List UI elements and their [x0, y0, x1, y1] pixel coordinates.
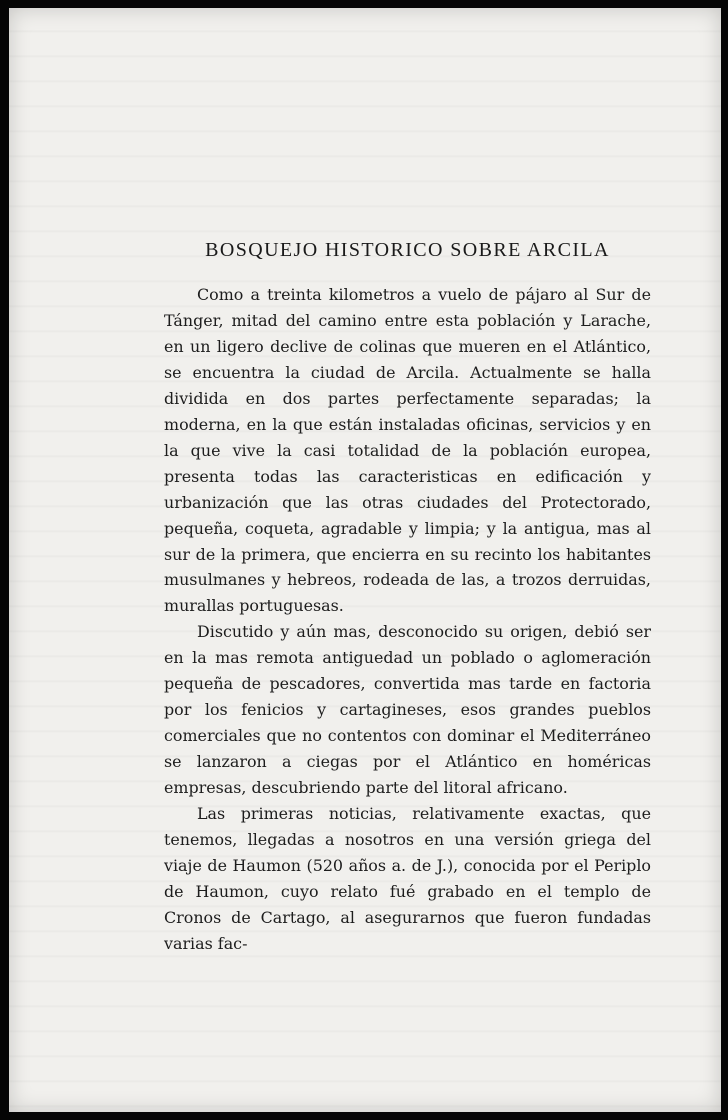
paragraph-3: Las primeras noticias, relativamente exactas, que tenemos, llegadas a nosotros en una versión griega del viaje de Haumon (520 años a. de J.), conocida por el Periplo de Haumon, cuyo relato fué grabado en el templo de Cronos de Cartago, al asegurarnos que fueron fundadas varias fac-	[164, 804, 651, 953]
chapter-title: BOSQUEJO HISTORICO SOBRE ARCILA	[205, 239, 610, 261]
paragraph-2: Discutido y aún mas, desconocido su origen, debió ser en la mas remota antiguedad un poblado o aglomeración pequeña de pescadores, convertida mas tarde en factoria por los fenicios y cartagineses, esos grandes pueblos comerciales que no contentos con dominar el Mediterráneo se lanzaron a ciegas por el Atlántico en homéricas empresas, descubriendo parte del litoral africano.	[164, 622, 651, 798]
book-page	[9, 8, 721, 1112]
paragraph-1: Como a treinta kilometros a vuelo de pájaro al Sur de Tánger, mitad del camino entre esta población y Larache, en un ligero declive de colinas que mueren en el Atlántico, se encuentra la ciudad de Arcila. Actualmente se halla dividida en dos partes perfectamente separadas; la moderna, en la que están instaladas oficinas, servicios y en la que vive la casi totalidad de la población europea, presenta todas las caracteristicas en edificación y urbanización que las otras ciudades del Protectorado, pequeña, coqueta, agradable y limpia; y la antigua, mas al sur de la primera, que encierra en su recinto los habitantes musulmanes y hebreos, rodeada de las, a trozos derruidas, murallas portuguesas.	[164, 285, 651, 616]
page-content	[164, 238, 651, 957]
